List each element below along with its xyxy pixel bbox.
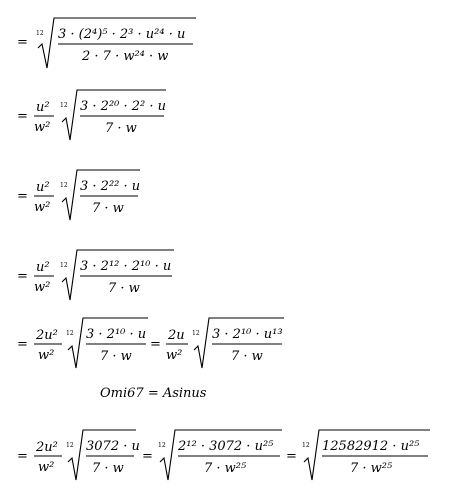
radicand-denominator: 7 · w: [108, 281, 140, 296]
equals-sign-b: =: [150, 337, 161, 352]
prefactor-denominator: w²: [34, 280, 51, 295]
radicand-numerator-c: 12582912 · u²⁵: [322, 439, 420, 454]
equals-sign: =: [17, 269, 28, 284]
root-index: 12: [60, 262, 68, 269]
root-index: 12: [60, 102, 68, 109]
equals-sign: =: [17, 189, 28, 204]
equation-step-3-svg: [0, 160, 459, 240]
radicand-denominator-a: 7 · w: [92, 461, 124, 476]
radicand-numerator: 3 · 2²² · u: [80, 179, 141, 194]
equation-step-2-svg: [0, 80, 459, 160]
equation-step-6-svg: [0, 420, 459, 500]
radicand-numerator: 3 · 2¹² · 2¹⁰ · u: [80, 259, 172, 274]
prefactor-numerator-b: 2u: [168, 328, 185, 343]
radicand-denominator-b: 7 · w: [231, 349, 263, 364]
equals-sign-b: =: [142, 449, 153, 464]
equation-step-1: [0, 0, 459, 80]
radicand-denominator-a: 7 · w: [100, 349, 132, 364]
equals-sign: =: [17, 109, 28, 124]
root-index-a: 12: [66, 330, 74, 337]
root-index: 12: [36, 30, 44, 37]
note-line: Omi67 = Asinus: [100, 386, 207, 401]
prefactor-numerator: u²: [36, 180, 50, 195]
equation-step-1-svg: [0, 0, 459, 80]
equation-step-5: [0, 310, 459, 390]
prefactor-numerator: u²: [36, 260, 50, 275]
radicand-numerator-a: 3072 · u: [86, 439, 140, 454]
root-index: 12: [60, 182, 68, 189]
radicand-numerator-a: 3 · 2¹⁰ · u: [86, 327, 147, 342]
radicand-numerator-b: 3 · 2¹⁰ · u¹³: [212, 327, 283, 342]
prefactor-denominator-a: w²: [38, 348, 55, 363]
prefactor-denominator: w²: [34, 200, 51, 215]
equals-sign: =: [17, 449, 28, 464]
radicand-numerator: 3 · (2⁴)⁵ · 2³ · u²⁴ · u: [58, 27, 186, 42]
radicand-numerator-b: 2¹² · 3072 · u²⁵: [178, 439, 274, 454]
prefactor-numerator-a: 2u²: [36, 440, 58, 455]
radicand-denominator-b: 7 · w²⁵: [204, 461, 247, 476]
root-index-b: 12: [158, 442, 166, 449]
prefactor-denominator-b: w²: [166, 348, 183, 363]
equation-step-2: [0, 80, 459, 160]
equation-step-4: [0, 240, 459, 320]
prefactor-numerator: u²: [36, 100, 50, 115]
equals-sign: =: [17, 337, 28, 352]
equation-step-5-svg: [0, 310, 459, 390]
radicand-denominator: 7 · w: [105, 121, 137, 136]
equation-step-6: [0, 420, 459, 500]
root-index-c: 12: [302, 442, 310, 449]
radicand-numerator: 3 · 2²⁰ · 2² · u: [80, 99, 167, 114]
radicand-denominator-c: 7 · w²⁵: [350, 461, 393, 476]
equals-sign-c: =: [286, 449, 297, 464]
root-index-b: 12: [192, 330, 200, 337]
equals-sign: =: [17, 35, 28, 50]
prefactor-denominator-a: w²: [38, 460, 55, 475]
prefactor-denominator: w²: [34, 120, 51, 135]
radicand-denominator: 7 · w: [92, 201, 124, 216]
equation-step-3: [0, 160, 459, 240]
radicand-denominator: 2 · 7 · w²⁴ · w: [82, 49, 169, 64]
equation-step-4-svg: [0, 240, 459, 320]
prefactor-numerator-a: 2u²: [36, 328, 58, 343]
root-index-a: 12: [66, 442, 74, 449]
